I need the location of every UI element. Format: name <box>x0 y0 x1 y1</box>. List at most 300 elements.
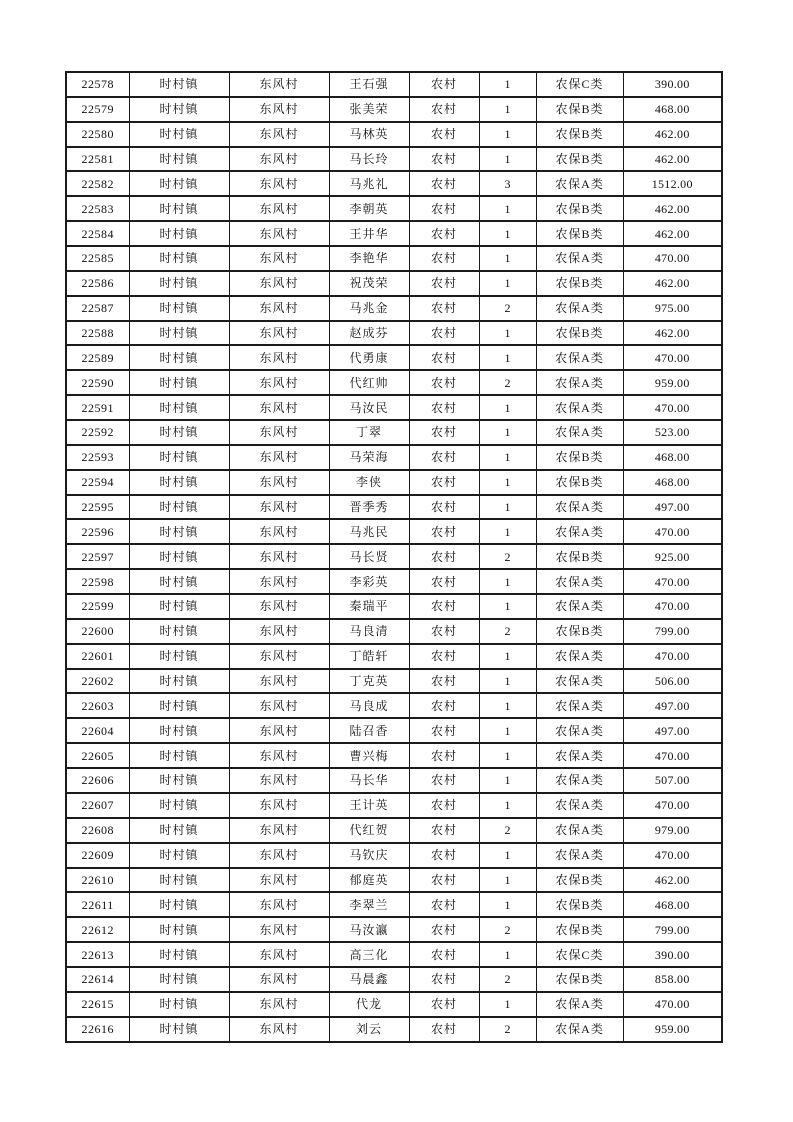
cell-amount: 390.00 <box>623 942 722 967</box>
cell-residence-type: 农村 <box>409 122 479 147</box>
cell-residence-type: 农村 <box>409 72 479 97</box>
cell-residence-type: 农村 <box>409 693 479 718</box>
cell-insurance-category: 农保A类 <box>536 395 623 420</box>
cell-village: 东风村 <box>229 1017 329 1042</box>
cell-record-id: 22609 <box>66 843 129 868</box>
cell-amount: 925.00 <box>623 544 722 569</box>
cell-town: 时村镇 <box>129 718 229 743</box>
cell-village: 东风村 <box>229 942 329 967</box>
table-row <box>66 569 722 594</box>
cell-town: 时村镇 <box>129 470 229 495</box>
cell-person-name: 李艳华 <box>329 246 409 271</box>
cell-amount: 462.00 <box>623 147 722 172</box>
table-row <box>66 147 722 172</box>
cell-amount: 1512.00 <box>623 171 722 196</box>
cell-amount: 497.00 <box>623 693 722 718</box>
cell-amount: 470.00 <box>623 345 722 370</box>
cell-residence-type: 农村 <box>409 768 479 793</box>
cell-amount: 462.00 <box>623 271 722 296</box>
cell-village: 东风村 <box>229 296 329 321</box>
cell-residence-type: 农村 <box>409 619 479 644</box>
cell-village: 东风村 <box>229 495 329 520</box>
cell-insurance-category: 农保B类 <box>536 122 623 147</box>
table-row <box>66 594 722 619</box>
table-row <box>66 818 722 843</box>
cell-village: 东风村 <box>229 345 329 370</box>
cell-residence-type: 农村 <box>409 221 479 246</box>
cell-town: 时村镇 <box>129 246 229 271</box>
cell-amount: 462.00 <box>623 221 722 246</box>
cell-insurance-category: 农保B类 <box>536 97 623 122</box>
cell-head-count: 1 <box>479 345 536 370</box>
cell-village: 东风村 <box>229 644 329 669</box>
cell-town: 时村镇 <box>129 296 229 321</box>
cell-town: 时村镇 <box>129 917 229 942</box>
cell-town: 时村镇 <box>129 519 229 544</box>
cell-head-count: 1 <box>479 147 536 172</box>
cell-head-count: 1 <box>479 196 536 221</box>
cell-amount: 523.00 <box>623 420 722 445</box>
cell-amount: 468.00 <box>623 445 722 470</box>
cell-town: 时村镇 <box>129 942 229 967</box>
cell-record-id: 22613 <box>66 942 129 967</box>
cell-record-id: 22589 <box>66 345 129 370</box>
cell-town: 时村镇 <box>129 594 229 619</box>
cell-head-count: 1 <box>479 221 536 246</box>
cell-head-count: 2 <box>479 818 536 843</box>
cell-head-count: 1 <box>479 271 536 296</box>
cell-head-count: 3 <box>479 171 536 196</box>
cell-amount: 470.00 <box>623 519 722 544</box>
cell-insurance-category: 农保A类 <box>536 793 623 818</box>
cell-amount: 858.00 <box>623 967 722 992</box>
cell-head-count: 2 <box>479 917 536 942</box>
cell-village: 东风村 <box>229 470 329 495</box>
cell-record-id: 22578 <box>66 72 129 97</box>
cell-person-name: 李侠 <box>329 470 409 495</box>
table-row <box>66 892 722 917</box>
cell-residence-type: 农村 <box>409 718 479 743</box>
cell-amount: 462.00 <box>623 122 722 147</box>
cell-insurance-category: 农保A类 <box>536 644 623 669</box>
cell-record-id: 22615 <box>66 992 129 1017</box>
table-row <box>66 669 722 694</box>
cell-residence-type: 农村 <box>409 743 479 768</box>
cell-village: 东风村 <box>229 519 329 544</box>
cell-record-id: 22605 <box>66 743 129 768</box>
cell-person-name: 王井华 <box>329 221 409 246</box>
cell-insurance-category: 农保B类 <box>536 470 623 495</box>
cell-record-id: 22580 <box>66 122 129 147</box>
table-body <box>66 72 722 1042</box>
cell-residence-type: 农村 <box>409 669 479 694</box>
cell-head-count: 1 <box>479 718 536 743</box>
cell-village: 东风村 <box>229 246 329 271</box>
cell-head-count: 1 <box>479 420 536 445</box>
table-row <box>66 395 722 420</box>
cell-town: 时村镇 <box>129 619 229 644</box>
cell-town: 时村镇 <box>129 843 229 868</box>
cell-person-name: 王石强 <box>329 72 409 97</box>
cell-record-id: 22599 <box>66 594 129 619</box>
cell-record-id: 22608 <box>66 818 129 843</box>
cell-insurance-category: 农保A类 <box>536 1017 623 1042</box>
cell-town: 时村镇 <box>129 818 229 843</box>
cell-residence-type: 农村 <box>409 868 479 893</box>
cell-person-name: 丁翠 <box>329 420 409 445</box>
cell-person-name: 李翠兰 <box>329 892 409 917</box>
cell-town: 时村镇 <box>129 97 229 122</box>
cell-town: 时村镇 <box>129 669 229 694</box>
cell-insurance-category: 农保B类 <box>536 221 623 246</box>
cell-town: 时村镇 <box>129 221 229 246</box>
cell-person-name: 王计英 <box>329 793 409 818</box>
cell-amount: 975.00 <box>623 296 722 321</box>
table-row <box>66 122 722 147</box>
cell-head-count: 2 <box>479 619 536 644</box>
cell-amount: 468.00 <box>623 470 722 495</box>
cell-head-count: 1 <box>479 743 536 768</box>
cell-amount: 959.00 <box>623 370 722 395</box>
cell-village: 东风村 <box>229 693 329 718</box>
cell-record-id: 22603 <box>66 693 129 718</box>
cell-amount: 470.00 <box>623 793 722 818</box>
cell-record-id: 22607 <box>66 793 129 818</box>
cell-person-name: 曹兴梅 <box>329 743 409 768</box>
cell-person-name: 代龙 <box>329 992 409 1017</box>
cell-town: 时村镇 <box>129 370 229 395</box>
cell-person-name: 秦瑞平 <box>329 594 409 619</box>
cell-village: 东风村 <box>229 445 329 470</box>
table-row <box>66 544 722 569</box>
cell-insurance-category: 农保A类 <box>536 519 623 544</box>
cell-town: 时村镇 <box>129 321 229 346</box>
cell-person-name: 马林英 <box>329 122 409 147</box>
cell-insurance-category: 农保B类 <box>536 147 623 172</box>
cell-head-count: 1 <box>479 495 536 520</box>
cell-record-id: 22595 <box>66 495 129 520</box>
cell-person-name: 马晨鑫 <box>329 967 409 992</box>
table-row <box>66 271 722 296</box>
table-row <box>66 196 722 221</box>
table-row <box>66 992 722 1017</box>
table-row <box>66 420 722 445</box>
cell-village: 东风村 <box>229 967 329 992</box>
cell-amount: 497.00 <box>623 718 722 743</box>
cell-head-count: 1 <box>479 868 536 893</box>
cell-amount: 799.00 <box>623 619 722 644</box>
cell-residence-type: 农村 <box>409 321 479 346</box>
cell-residence-type: 农村 <box>409 594 479 619</box>
cell-amount: 799.00 <box>623 917 722 942</box>
cell-insurance-category: 农保A类 <box>536 569 623 594</box>
cell-person-name: 马兆金 <box>329 296 409 321</box>
cell-insurance-category: 农保B类 <box>536 917 623 942</box>
cell-insurance-category: 农保B类 <box>536 196 623 221</box>
cell-amount: 462.00 <box>623 196 722 221</box>
cell-residence-type: 农村 <box>409 644 479 669</box>
cell-head-count: 1 <box>479 321 536 346</box>
cell-amount: 470.00 <box>623 569 722 594</box>
cell-town: 时村镇 <box>129 271 229 296</box>
table-row <box>66 793 722 818</box>
cell-record-id: 22594 <box>66 470 129 495</box>
cell-record-id: 22602 <box>66 669 129 694</box>
table-row <box>66 470 722 495</box>
cell-person-name: 代红帅 <box>329 370 409 395</box>
cell-amount: 497.00 <box>623 495 722 520</box>
cell-residence-type: 农村 <box>409 942 479 967</box>
cell-village: 东风村 <box>229 370 329 395</box>
cell-insurance-category: 农保A类 <box>536 743 623 768</box>
cell-head-count: 1 <box>479 97 536 122</box>
cell-town: 时村镇 <box>129 420 229 445</box>
cell-person-name: 丁皓轩 <box>329 644 409 669</box>
cell-insurance-category: 农保C类 <box>536 72 623 97</box>
cell-town: 时村镇 <box>129 196 229 221</box>
cell-village: 东风村 <box>229 395 329 420</box>
cell-town: 时村镇 <box>129 768 229 793</box>
cell-amount: 468.00 <box>623 892 722 917</box>
cell-amount: 470.00 <box>623 743 722 768</box>
cell-head-count: 1 <box>479 693 536 718</box>
cell-insurance-category: 农保B类 <box>536 967 623 992</box>
table-row <box>66 718 722 743</box>
table-row <box>66 171 722 196</box>
cell-person-name: 马汝民 <box>329 395 409 420</box>
cell-person-name: 赵成芬 <box>329 321 409 346</box>
cell-village: 东风村 <box>229 892 329 917</box>
cell-residence-type: 农村 <box>409 345 479 370</box>
cell-insurance-category: 农保A类 <box>536 171 623 196</box>
cell-residence-type: 农村 <box>409 370 479 395</box>
cell-insurance-category: 农保A类 <box>536 718 623 743</box>
table-row <box>66 843 722 868</box>
cell-amount: 959.00 <box>623 1017 722 1042</box>
cell-town: 时村镇 <box>129 569 229 594</box>
cell-village: 东风村 <box>229 843 329 868</box>
cell-insurance-category: 农保B类 <box>536 445 623 470</box>
cell-village: 东风村 <box>229 992 329 1017</box>
cell-head-count: 2 <box>479 544 536 569</box>
cell-head-count: 1 <box>479 519 536 544</box>
cell-head-count: 1 <box>479 72 536 97</box>
cell-residence-type: 农村 <box>409 519 479 544</box>
cell-town: 时村镇 <box>129 1017 229 1042</box>
cell-insurance-category: 农保A类 <box>536 296 623 321</box>
table-row <box>66 495 722 520</box>
cell-person-name: 马钦庆 <box>329 843 409 868</box>
cell-village: 东风村 <box>229 793 329 818</box>
cell-record-id: 22598 <box>66 569 129 594</box>
cell-village: 东风村 <box>229 196 329 221</box>
cell-head-count: 1 <box>479 594 536 619</box>
cell-amount: 470.00 <box>623 843 722 868</box>
cell-record-id: 22593 <box>66 445 129 470</box>
cell-person-name: 马兆礼 <box>329 171 409 196</box>
cell-village: 东风村 <box>229 569 329 594</box>
cell-insurance-category: 农保C类 <box>536 942 623 967</box>
cell-village: 东风村 <box>229 743 329 768</box>
cell-record-id: 22600 <box>66 619 129 644</box>
cell-village: 东风村 <box>229 171 329 196</box>
cell-village: 东风村 <box>229 768 329 793</box>
cell-insurance-category: 农保A类 <box>536 370 623 395</box>
table-row <box>66 246 722 271</box>
cell-residence-type: 农村 <box>409 843 479 868</box>
cell-person-name: 马良成 <box>329 693 409 718</box>
cell-person-name: 郁庭英 <box>329 868 409 893</box>
cell-record-id: 22601 <box>66 644 129 669</box>
table-row <box>66 868 722 893</box>
cell-head-count: 2 <box>479 1017 536 1042</box>
cell-residence-type: 农村 <box>409 569 479 594</box>
cell-insurance-category: 农保A类 <box>536 992 623 1017</box>
cell-town: 时村镇 <box>129 395 229 420</box>
cell-person-name: 丁克英 <box>329 669 409 694</box>
cell-head-count: 1 <box>479 942 536 967</box>
cell-head-count: 1 <box>479 793 536 818</box>
cell-head-count: 1 <box>479 395 536 420</box>
cell-insurance-category: 农保B类 <box>536 619 623 644</box>
cell-village: 东风村 <box>229 271 329 296</box>
cell-record-id: 22591 <box>66 395 129 420</box>
cell-village: 东风村 <box>229 917 329 942</box>
cell-person-name: 李彩英 <box>329 569 409 594</box>
cell-head-count: 1 <box>479 669 536 694</box>
table-row <box>66 619 722 644</box>
cell-village: 东风村 <box>229 72 329 97</box>
cell-residence-type: 农村 <box>409 171 479 196</box>
cell-record-id: 22587 <box>66 296 129 321</box>
cell-head-count: 2 <box>479 370 536 395</box>
cell-insurance-category: 农保A类 <box>536 495 623 520</box>
cell-residence-type: 农村 <box>409 246 479 271</box>
cell-head-count: 1 <box>479 470 536 495</box>
cell-record-id: 22610 <box>66 868 129 893</box>
cell-residence-type: 农村 <box>409 544 479 569</box>
cell-village: 东风村 <box>229 594 329 619</box>
table-row <box>66 445 722 470</box>
table-row <box>66 768 722 793</box>
cell-head-count: 1 <box>479 644 536 669</box>
cell-town: 时村镇 <box>129 743 229 768</box>
cell-person-name: 李朝英 <box>329 196 409 221</box>
cell-amount: 506.00 <box>623 669 722 694</box>
table-row <box>66 345 722 370</box>
cell-village: 东风村 <box>229 619 329 644</box>
cell-amount: 470.00 <box>623 594 722 619</box>
cell-record-id: 22581 <box>66 147 129 172</box>
cell-record-id: 22596 <box>66 519 129 544</box>
cell-person-name: 祝茂荣 <box>329 271 409 296</box>
cell-amount: 470.00 <box>623 395 722 420</box>
cell-town: 时村镇 <box>129 495 229 520</box>
cell-residence-type: 农村 <box>409 296 479 321</box>
cell-amount: 507.00 <box>623 768 722 793</box>
cell-residence-type: 农村 <box>409 967 479 992</box>
cell-amount: 979.00 <box>623 818 722 843</box>
cell-record-id: 22586 <box>66 271 129 296</box>
cell-record-id: 22583 <box>66 196 129 221</box>
cell-record-id: 22579 <box>66 97 129 122</box>
cell-record-id: 22582 <box>66 171 129 196</box>
cell-insurance-category: 农保B类 <box>536 868 623 893</box>
cell-town: 时村镇 <box>129 147 229 172</box>
cell-insurance-category: 农保A类 <box>536 693 623 718</box>
table-row <box>66 221 722 246</box>
cell-village: 东风村 <box>229 221 329 246</box>
cell-head-count: 1 <box>479 569 536 594</box>
table-row <box>66 97 722 122</box>
cell-amount: 462.00 <box>623 868 722 893</box>
cell-record-id: 22612 <box>66 917 129 942</box>
cell-town: 时村镇 <box>129 544 229 569</box>
table-row <box>66 72 722 97</box>
cell-record-id: 22614 <box>66 967 129 992</box>
cell-person-name: 代红贺 <box>329 818 409 843</box>
cell-residence-type: 农村 <box>409 892 479 917</box>
cell-village: 东风村 <box>229 544 329 569</box>
cell-head-count: 1 <box>479 992 536 1017</box>
cell-village: 东风村 <box>229 718 329 743</box>
table-row <box>66 296 722 321</box>
cell-town: 时村镇 <box>129 72 229 97</box>
cell-person-name: 马汝瀛 <box>329 917 409 942</box>
cell-town: 时村镇 <box>129 892 229 917</box>
cell-insurance-category: 农保A类 <box>536 420 623 445</box>
cell-village: 东风村 <box>229 321 329 346</box>
table-row <box>66 370 722 395</box>
cell-village: 东风村 <box>229 818 329 843</box>
cell-head-count: 1 <box>479 768 536 793</box>
cell-person-name: 马长华 <box>329 768 409 793</box>
cell-residence-type: 农村 <box>409 420 479 445</box>
cell-amount: 470.00 <box>623 644 722 669</box>
cell-record-id: 22611 <box>66 892 129 917</box>
cell-insurance-category: 农保A类 <box>536 594 623 619</box>
cell-amount: 470.00 <box>623 992 722 1017</box>
cell-town: 时村镇 <box>129 445 229 470</box>
cell-head-count: 1 <box>479 122 536 147</box>
cell-head-count: 1 <box>479 445 536 470</box>
cell-residence-type: 农村 <box>409 271 479 296</box>
cell-record-id: 22592 <box>66 420 129 445</box>
cell-residence-type: 农村 <box>409 818 479 843</box>
cell-person-name: 陆召香 <box>329 718 409 743</box>
cell-town: 时村镇 <box>129 793 229 818</box>
cell-insurance-category: 农保B类 <box>536 544 623 569</box>
cell-village: 东风村 <box>229 420 329 445</box>
cell-insurance-category: 农保A类 <box>536 843 623 868</box>
cell-head-count: 2 <box>479 296 536 321</box>
cell-residence-type: 农村 <box>409 495 479 520</box>
cell-town: 时村镇 <box>129 122 229 147</box>
cell-person-name: 马长玲 <box>329 147 409 172</box>
cell-person-name: 刘云 <box>329 1017 409 1042</box>
cell-town: 时村镇 <box>129 967 229 992</box>
cell-person-name: 马荣海 <box>329 445 409 470</box>
table-row <box>66 942 722 967</box>
table-row <box>66 1017 722 1042</box>
cell-residence-type: 农村 <box>409 445 479 470</box>
cell-town: 时村镇 <box>129 693 229 718</box>
cell-residence-type: 农村 <box>409 917 479 942</box>
cell-amount: 390.00 <box>623 72 722 97</box>
cell-town: 时村镇 <box>129 171 229 196</box>
cell-insurance-category: 农保A类 <box>536 246 623 271</box>
table-row <box>66 743 722 768</box>
